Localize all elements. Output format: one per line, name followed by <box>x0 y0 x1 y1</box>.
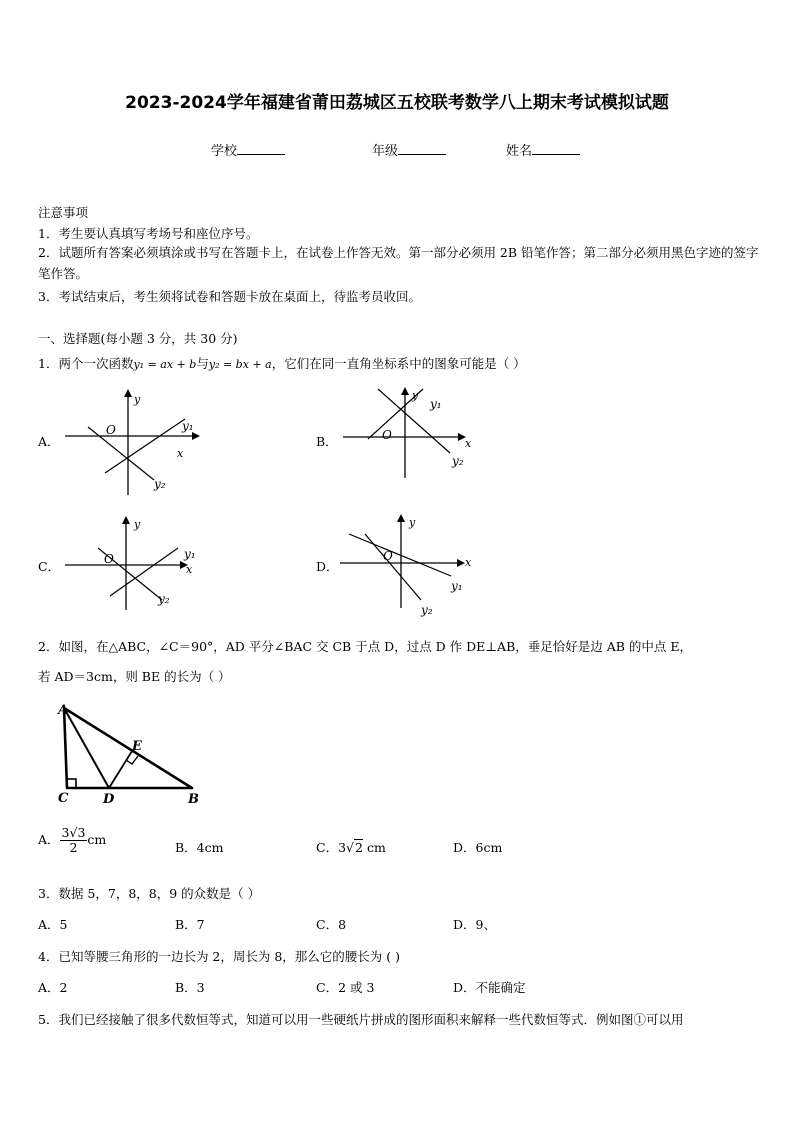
q2-option-b[interactable]: B．4cm <box>175 840 224 855</box>
q1-formula-1: y₁ = ax + b <box>133 358 197 371</box>
graph-a-y1-label: y₁ <box>182 419 194 433</box>
grade-field[interactable] <box>372 140 446 159</box>
q1-post: ，它们在同一直角坐标系中的图象可能是（ ） <box>271 356 526 371</box>
graph-b-y2-label: y₂ <box>452 454 464 468</box>
q3-option-b[interactable]: B．7 <box>175 917 205 932</box>
graph-a-x-label: x <box>177 447 184 460</box>
school-blank[interactable] <box>237 142 285 155</box>
q4-option-d[interactable]: D．不能确定 <box>453 980 526 995</box>
q3-option-c[interactable]: C．8 <box>316 917 347 932</box>
graph-c-y1-label: y₁ <box>184 547 196 561</box>
fig-label-d: D <box>103 792 115 807</box>
graph-d-y1-label: y₁ <box>451 579 463 593</box>
fig-label-b: B <box>188 792 199 807</box>
name-blank[interactable] <box>532 142 580 155</box>
question-5-stem: 5．我们已经接触了很多代数恒等式，知道可以用一些硬纸片拼成的图形面积来解释一些代数恒等式．例如图①可以用 <box>38 1012 684 1027</box>
graph-b-y-label: y <box>412 389 419 402</box>
q1-graph-c <box>60 510 210 615</box>
fig-label-e: E <box>132 739 142 754</box>
note-item-1: 1．考生要认真填写考场号和座位序号。 <box>38 226 259 241</box>
graph-d-x-label: x <box>465 556 472 569</box>
q1-graph-a <box>60 385 210 495</box>
q1-option-d[interactable]: D． <box>316 559 339 574</box>
question-2-line-2: 若 AD＝3cm，则 BE 的长为（ ） <box>38 669 231 684</box>
graph-a-y2-label: y₂ <box>154 477 166 491</box>
q2-option-c-radicand: 2 <box>355 840 363 855</box>
q2-triangle-figure <box>52 698 212 810</box>
note-item-3: 3．考试结束后，考生须将试卷和答题卡放在桌面上，待监考员收回。 <box>38 289 421 304</box>
q2-option-c-unit: cm <box>366 840 386 855</box>
q2-option-a-prefix: A． <box>38 832 60 847</box>
q1-mid: 与 <box>196 356 209 371</box>
q2-option-a-denominator: 2 <box>69 840 78 855</box>
q2-option-a-numerator: 3√3 <box>61 825 86 840</box>
question-2-line-1: 2．如图，在△ABC，∠C＝90°，AD 平分∠BAC 交 CB 于点 D，过点 D 作 DE⊥AB，垂足恰好是边 AB 的中点 E， <box>38 639 693 654</box>
question-4-stem: 4．已知等腰三角形的一边长为 2，周长为 8，那么它的腰长为 ( ) <box>38 949 401 964</box>
fig-label-a: A <box>58 703 69 718</box>
grade-blank[interactable] <box>398 142 446 155</box>
graph-c-origin-label: O <box>104 552 114 566</box>
q2-option-c-prefix: C．3 <box>316 840 347 855</box>
q3-option-a[interactable]: A．5 <box>38 917 68 932</box>
q1-graph-b <box>338 383 488 483</box>
name-field[interactable] <box>506 140 580 159</box>
grade-label: 年级 <box>372 144 399 159</box>
q2-option-a-fraction <box>60 826 88 855</box>
graph-c-y-label: y <box>134 518 141 531</box>
q1-option-a[interactable]: A． <box>38 434 60 449</box>
q1-graph-d <box>335 508 485 618</box>
graph-d-y2-label: y₂ <box>421 603 433 617</box>
q4-option-a[interactable]: A．2 <box>38 980 68 995</box>
section-heading: 一、选择题(每小题 3 分，共 30 分) <box>38 331 238 346</box>
graph-c-y2-label: y₂ <box>158 592 170 606</box>
q1-formula-2: y₂ = bx + a <box>208 358 272 371</box>
notes-heading: 注意事项 <box>38 205 89 220</box>
q1-option-b[interactable]: B． <box>316 434 338 449</box>
school-label: 学校 <box>211 144 238 159</box>
graph-c-x-label: x <box>186 563 193 576</box>
graph-a-origin-label: O <box>106 423 116 437</box>
q2-option-c[interactable]: C．3√2 cm <box>316 840 386 855</box>
graph-a-y-label: y <box>134 393 141 406</box>
graph-b-y1-label: y₁ <box>430 397 442 411</box>
q1-pre: 1．两个一次函数 <box>38 356 134 371</box>
question-3-stem: 3．数据 5，7，8，8，9 的众数是（ ） <box>38 886 261 901</box>
q2-option-a-unit: cm <box>87 832 107 847</box>
q2-option-d[interactable]: D．6cm <box>453 840 503 855</box>
question-1-stem <box>38 354 526 372</box>
note-item-2: 2．试题所有答案必须填涂或书写在答题卡上，在试卷上作答无效。第一部分必须用 2B 铅笔作答；第二部分必须用黑色字迹的签字笔作答。 <box>38 245 759 281</box>
page-title: 2023-2024学年福建省莆田荔城区五校联考数学八上期末考试模拟试题 <box>125 93 669 113</box>
graph-b-x-label: x <box>465 437 472 450</box>
graph-b-origin-label: O <box>382 428 392 442</box>
school-field[interactable] <box>211 140 285 159</box>
fig-label-c: C <box>58 791 69 806</box>
q4-option-b[interactable]: B．3 <box>175 980 205 995</box>
graph-d-y-label: y <box>409 516 416 529</box>
q4-option-c[interactable]: C．2 或 3 <box>316 980 375 995</box>
q3-option-d[interactable]: D．9、 <box>453 917 496 932</box>
graph-d-origin-label: O <box>383 549 393 563</box>
q1-option-c[interactable]: C． <box>38 559 61 574</box>
name-label: 姓名 <box>506 144 533 159</box>
q2-option-a[interactable] <box>38 826 106 855</box>
